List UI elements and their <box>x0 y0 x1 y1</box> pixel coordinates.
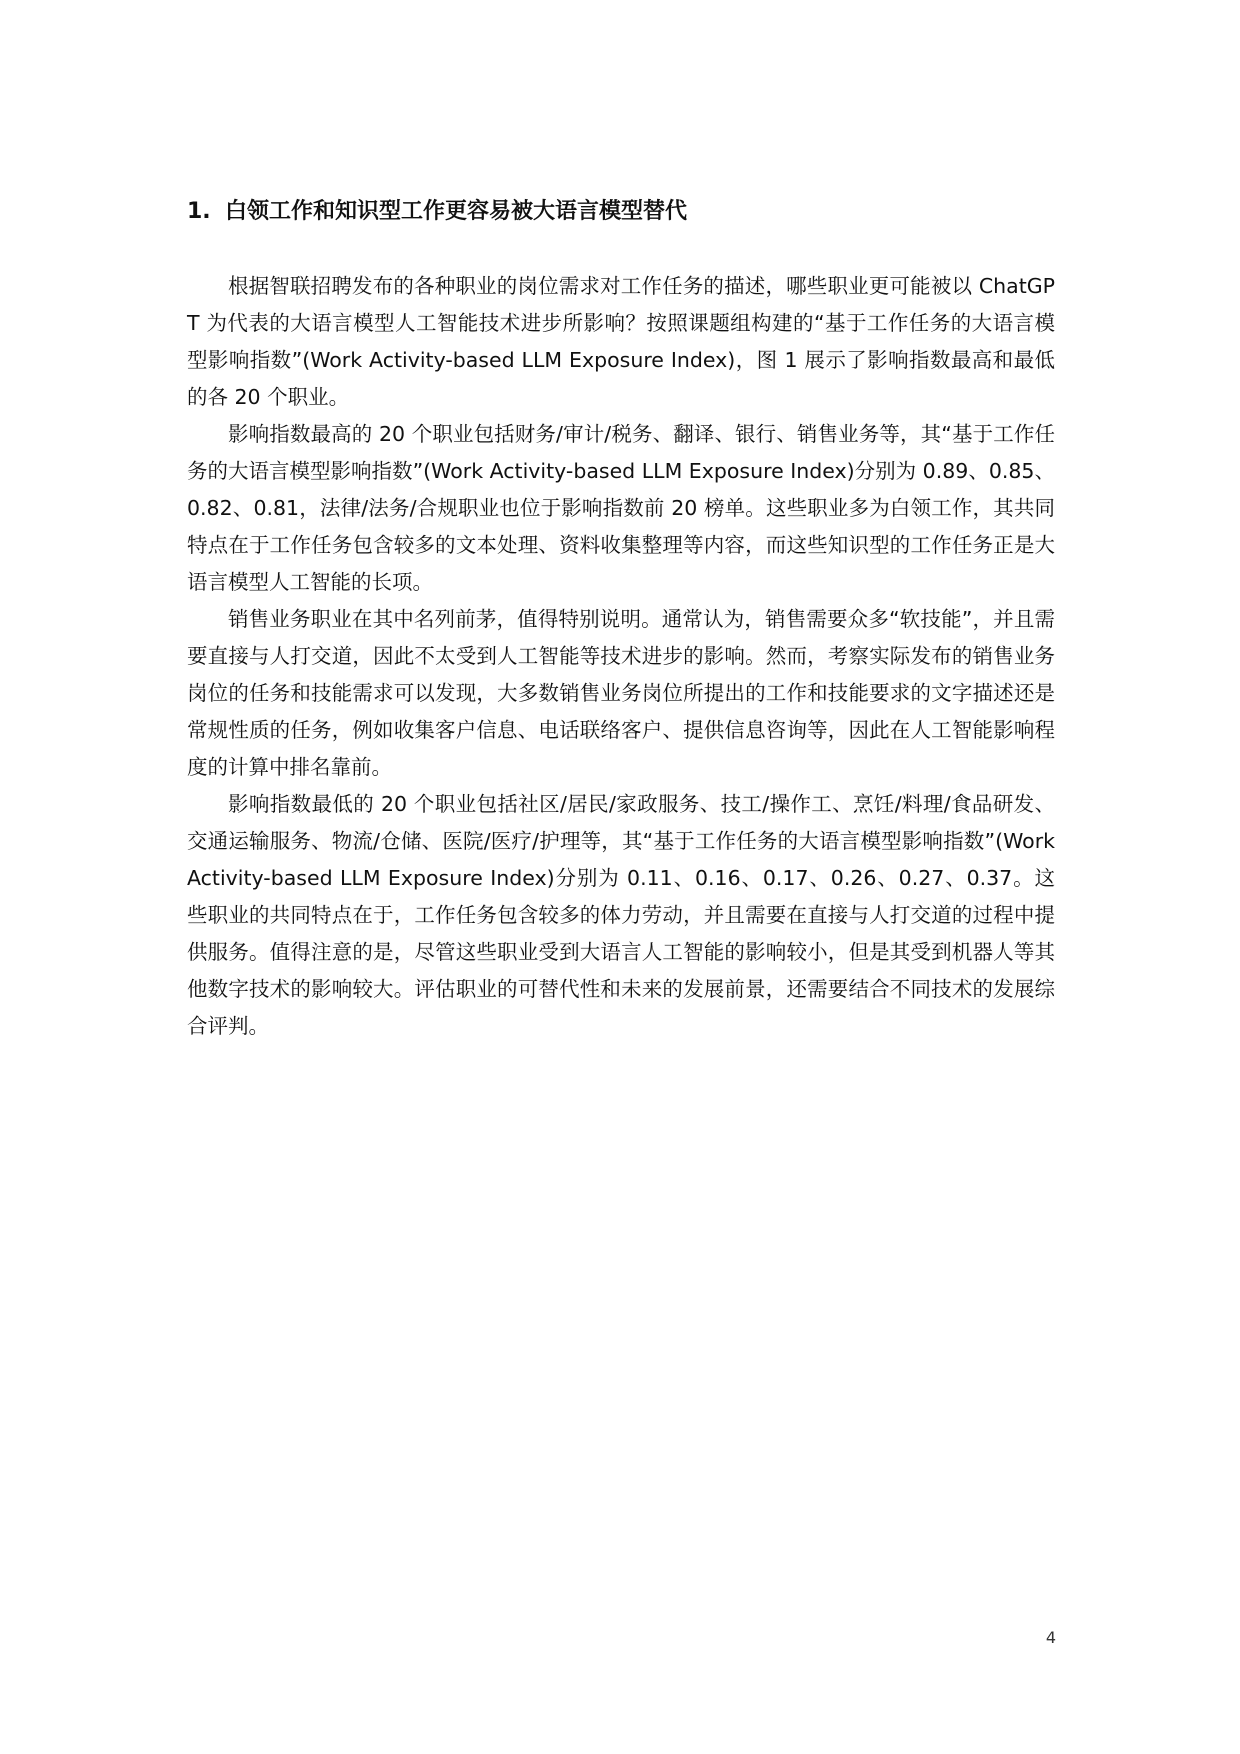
section-number: 1. <box>187 199 211 224</box>
page-number: 4 <box>1045 1628 1057 1647</box>
section-heading <box>187 196 1067 228</box>
paragraph-lowest-exposure: 影响指数最低的 20 个职业包括社区/居民/家政服务、技工/操作工、烹饪/料理/食品研发、交通运输服务、物流/仓储、医院/医疗/护理等，其“基于工作任务的大语言模型影响指数”(Work Activity-based LLM Exposure Index)分别为 0.11、0.16、0.17、0.26、0.27、0.37。这些职业的共同特点在于，工作任务包含较多的体力劳动，并且需要在直接与人打交道的过程中提供服务。值得注意的是，尽管这些职业受到大语言人工智能的影响较小，但是其受到机器人等其他数字技术的影响较大。评估职业的可替代性和未来的发展前景，还需要结合不同技术的发展综合评判。 <box>187 792 1055 1038</box>
paragraph-highest-exposure: 影响指数最高的 20 个职业包括财务/审计/税务、翻译、银行、销售业务等，其“基于工作任务的大语言模型影响指数”(Work Activity-based LLM Exposure Index)分别为 0.89、0.85、0.82、0.81，法律/法务/合规职业也位于影响指数前 20 榜单。这些职业多为白领工作，其共同特点在于工作任务包含较多的文本处理、资料收集整理等内容，而这些知识型的工作任务正是大语言模型人工智能的长项。 <box>187 422 1055 594</box>
body-text <box>187 268 1055 1045</box>
paragraph-intro: 根据智联招聘发布的各种职业的岗位需求对工作任务的描述，哪些职业更可能被以 ChatGPT 为代表的大语言模型人工智能技术进步所影响？按照课题组构建的“基于工作任务的大语言模型影响指数”(Work Activity-based LLM Exposure Index)，图 1 展示了影响指数最高和最低的各 20 个职业。 <box>187 274 1055 409</box>
section-title: 白领工作和知识型工作更容易被大语言模型替代 <box>225 199 688 224</box>
paragraph-sales-note: 销售业务职业在其中名列前茅，值得特别说明。通常认为，销售需要众多“软技能”，并且需要直接与人打交道，因此不太受到人工智能等技术进步的影响。然而，考察实际发布的销售业务岗位的任务和技能需求可以发现，大多数销售业务岗位所提出的工作和技能要求的文字描述还是常规性质的任务，例如收集客户信息、电话联络客户、提供信息咨询等，因此在人工智能影响程度的计算中排名靠前。 <box>187 607 1055 779</box>
